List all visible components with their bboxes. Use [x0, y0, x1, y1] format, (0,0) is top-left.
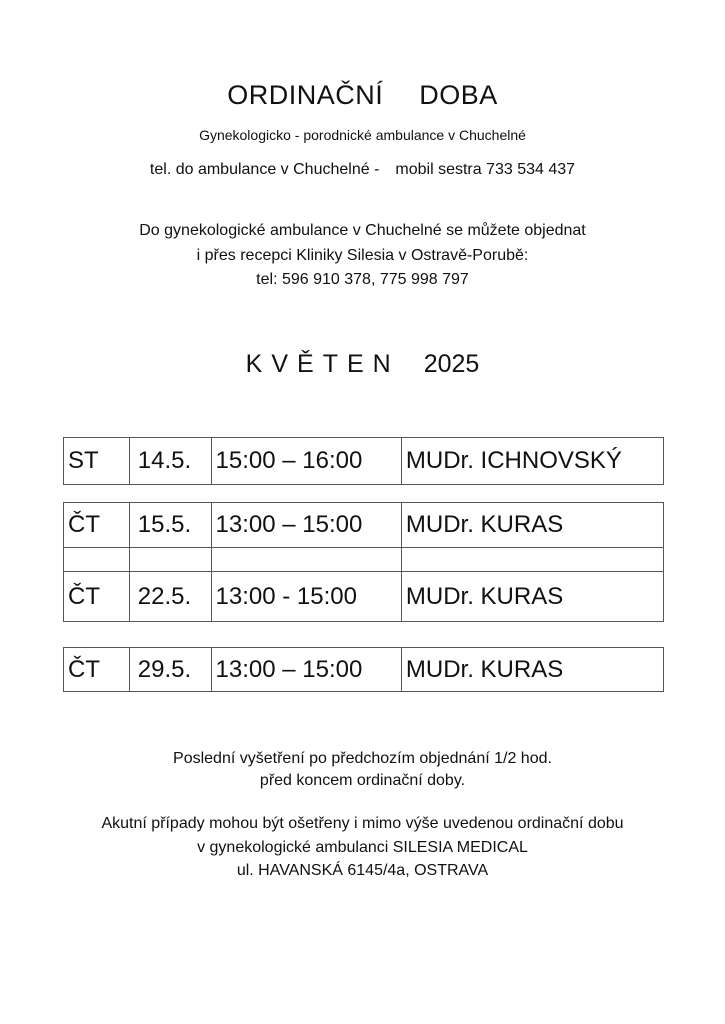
acute-note-line1: Akutní případy mohou být ošetřeny i mimo výše uvedenou ordinační dobu — [101, 815, 624, 832]
schedule-time: 15:00 – 16:00 — [211, 438, 401, 484]
schedule-row-empty — [63, 547, 664, 572]
phone-label: tel. do ambulance v Chuchelné - — [149, 161, 380, 178]
schedule-row — [63, 647, 664, 692]
ordering-info-line3: tel: 596 910 378, 775 998 797 — [256, 271, 469, 288]
empty-cell — [64, 548, 129, 571]
schedule-doctor: MUDr. ICHNOVSKÝ — [401, 438, 663, 484]
schedule-doctor: MUDr. KURAS — [401, 503, 663, 547]
schedule-time: 13:00 - 15:00 — [211, 572, 401, 621]
schedule-row — [63, 502, 664, 548]
title-word-ordinacni: ORDINAČNÍ — [227, 80, 384, 110]
acute-note-line3: ul. HAVANSKÁ 6145/4a, OSTRAVA — [236, 862, 489, 879]
ordering-info-line1: Do gynekologické ambulance v Chuchelné se můžete objednat — [139, 222, 586, 239]
schedule-doctor: MUDr. KURAS — [401, 648, 663, 691]
month-heading — [0, 350, 725, 379]
schedule-day: ST — [68, 447, 99, 474]
phone-mobile: mobil sestra 733 534 437 — [395, 161, 576, 178]
schedule-date: 22.5. — [129, 572, 211, 621]
schedule-row — [63, 437, 664, 485]
schedule-date: 29.5. — [129, 648, 211, 691]
month-year: 2025 — [423, 350, 480, 378]
page-title — [0, 80, 725, 111]
empty-cell — [401, 548, 663, 571]
schedule-time: 13:00 – 15:00 — [211, 648, 401, 691]
schedule-row — [63, 571, 664, 622]
last-exam-note-line2: před koncem ordinační doby. — [259, 772, 466, 789]
title-word-doba: DOBA — [419, 80, 498, 110]
last-exam-note-line1: Poslední vyšetření po předchozím objednání 1/2 hod. — [173, 750, 552, 767]
schedule-day: ČT — [68, 511, 100, 538]
month-name: KVĚTEN — [245, 350, 400, 378]
empty-cell — [129, 548, 211, 571]
schedule-doctor: MUDr. KURAS — [401, 572, 663, 621]
ordering-info-line2: i přes recepci Kliniky Silesia v Ostravě-Porubě: — [196, 247, 529, 264]
schedule-day: ČT — [68, 582, 100, 610]
schedule-date: 14.5. — [129, 438, 211, 484]
clinic-subtitle: Gynekologicko - porodnické ambulance v Chuchelné — [199, 127, 526, 143]
phone-line — [0, 161, 725, 179]
schedule-date: 15.5. — [129, 503, 211, 547]
empty-cell — [211, 548, 401, 571]
acute-note-line2: v gynekologické ambulanci SILESIA MEDICAL — [197, 839, 528, 856]
schedule-day: ČT — [68, 655, 100, 683]
schedule-time: 13:00 – 15:00 — [211, 503, 401, 547]
